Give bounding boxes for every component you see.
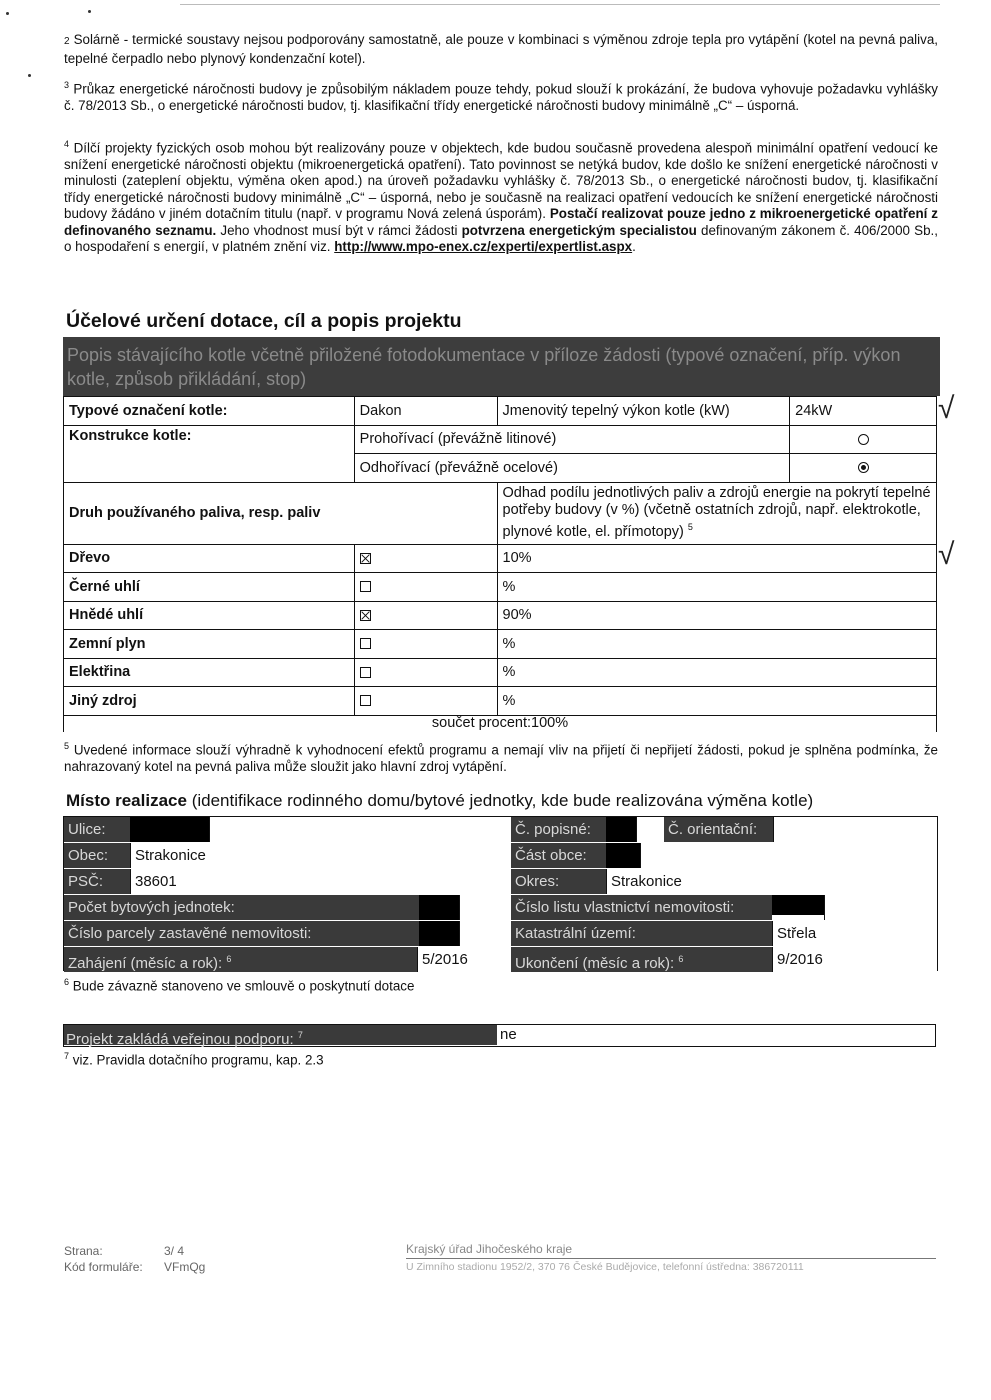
cadastre-label: Katastrální území: <box>511 921 772 946</box>
fuel-header-left: Druh používaného paliva, resp. paliv <box>64 482 498 544</box>
scan-speck <box>6 12 9 15</box>
checkbox-checked-icon[interactable] <box>360 610 371 621</box>
orientation-number-input[interactable] <box>773 817 937 842</box>
redaction-block <box>419 921 459 946</box>
fuel-share[interactable]: 90% <box>497 601 937 630</box>
public-support-label: Projekt zakládá veřejnou podporu: $^7$ <box>64 1025 497 1045</box>
fuel-row <box>64 630 937 659</box>
start-date-value[interactable]: 5/2016 <box>417 947 511 972</box>
redaction-block <box>772 895 824 915</box>
fuel-row <box>64 544 937 573</box>
footnote-2: 2 Solárně - termické soustavy nejsou podporovány samostatně, ale pouze v kombinaci s výměnou zdroje tepla pro vytápění (kotel na pevná paliva, tepelné čerpadlo nebo plynový kondenzační kotel). <box>64 32 938 66</box>
zip-value[interactable]: 38601 <box>130 869 511 894</box>
construction-option-label: Prohořívací (převážně litinové) <box>354 425 789 454</box>
checkbox-icon[interactable] <box>360 581 371 592</box>
boiler-power-label: Jmenovitý tepelný výkon kotle (kW) <box>497 397 790 426</box>
district-value[interactable]: Strakonice <box>606 869 937 894</box>
percent-sum: součet procent:100% <box>64 715 937 732</box>
place-title: Místo realizace (identifikace rodinného domu/bytové jednotky, kde bude realizována výměna kotle) <box>66 791 814 810</box>
radio-selected-icon[interactable] <box>858 462 869 473</box>
start-date-label: Zahájení (měsíc a rok): $^6$ <box>64 947 417 972</box>
end-date-value[interactable]: 9/2016 <box>772 947 937 972</box>
fuel-checkbox-cell[interactable] <box>354 658 497 687</box>
fuel-share[interactable]: % <box>497 658 937 687</box>
boiler-type-value[interactable]: Dakon <box>354 397 497 426</box>
house-number-label: Č. popisné: <box>511 817 606 842</box>
house-number-input[interactable] <box>636 817 664 842</box>
footer-org-name: Krajský úřad Jihočeského kraje <box>406 1241 936 1259</box>
fuel-checkbox-cell[interactable] <box>354 630 497 659</box>
footnote-3: $^3$ Průkaz energetické náročnosti budovy je způsobilým nákladem pouze tehdy, pokud slouží k prokázání, že budova vyhovuje požadavku vyhlášky č. 78/2013 Sb., o energetické náročnosti budov, tj. klasifikační třídy energetické náročnosti budovy minimálně „C“ – úsporná. <box>64 80 938 113</box>
footnote-6: $^6$ Bude závazně stanoveno ve smlouvě o poskytnutí dotace <box>64 977 415 994</box>
fuel-header-right: Odhad podílu jednotlivých paliv a zdrojů energie na pokrytí tepelné potřeby budovy (v %) (včetně ostatních zdrojů, např. elektrokotle, plynové kotle, el. přímotopy) $^5$ <box>497 482 937 544</box>
top-scan-line <box>180 4 940 5</box>
fuel-checkbox-cell[interactable] <box>354 544 497 573</box>
construction-option-label: Odhořívací (převážně ocelové) <box>354 454 789 483</box>
footnote-4: $^4$ Dílčí projekty fyzických osob mohou být realizovány pouze v objektech, kde budou současně provedena alespoň minimální opatření vedoucí ke snížení energetické náročnosti objektu (mikroenergetická opatření). Tato povinnost se netýká budov, kde došlo ke snížení energetické náročnosti v minulosti (zateplení objektu, výměna oken apod.) na úroveň požadavku vyhlášky č. 78/2013 Sb., o energetické náročnosti budov, tj. klasifikační třídy energetické náročnosti budovy minimálně „C“ – úsporná, nebo je současně na realizaci opatření vedoucích ke snížení energetické náročnosti budovy žádáno v jiném dotačním titulu (např. v programu Nová zelená úsporám). Postačí realizovat pouze jedno z mikroenergetické opatření z definovaného seznamu. Jeho vhodnost musí být v rámci žádosti potvrzena energetickým specialistou definovaným zákonem č. 406/2000 Sb., o hospodaření s energií, v platném znění viz. http://www.mpo-enex.cz/experti/expertlist.aspx. <box>64 139 938 255</box>
fuel-row <box>64 601 937 630</box>
fuel-row <box>64 687 937 716</box>
boiler-type-row <box>64 397 937 426</box>
footer-right <box>406 1241 936 1275</box>
fuel-label: Elektřina <box>64 658 355 687</box>
expert-list-link[interactable]: http://www.mpo-enex.cz/experti/expertlist.aspx <box>334 239 633 255</box>
street-input[interactable] <box>209 817 511 842</box>
redaction-block <box>606 817 636 842</box>
handwritten-check-icon: √ <box>938 392 955 425</box>
scan-speck <box>88 10 91 13</box>
fuel-label: Jiný zdroj <box>64 687 355 716</box>
fuel-share[interactable]: % <box>497 687 937 716</box>
footnote-7: $^7$ viz. Pravidla dotačního programu, kap. 2.3 <box>64 1051 324 1068</box>
redaction-block <box>606 843 640 868</box>
scan-speck <box>28 74 31 77</box>
construction-row-1 <box>64 425 937 454</box>
footer-org-address: U Zimního stadionu 1952/2, 370 76 České Budějovice, telefonní ústředna: 386720111 <box>406 1261 804 1273</box>
description-banner: Popis stávajícího kotle včetně přiložené fotodokumentace v příloze žádosti (typové označení, příp. výkon kotle, způsob přikládání, stop) <box>63 337 940 396</box>
city-value[interactable]: Strakonice <box>130 843 511 868</box>
fuel-label: Hnědé uhlí <box>64 601 355 630</box>
city-label: Obec: <box>64 843 130 868</box>
district-part-label: Část obce: <box>511 843 606 868</box>
boiler-table <box>63 396 937 732</box>
fuel-checkbox-cell[interactable] <box>354 573 497 602</box>
checkbox-icon[interactable] <box>360 695 371 706</box>
construction-label: Konstrukce kotle: <box>64 425 355 482</box>
public-support-row <box>63 1024 936 1047</box>
street-label: Ulice: <box>64 817 130 842</box>
construction-radio-cell[interactable] <box>790 454 937 483</box>
checkbox-checked-icon[interactable] <box>360 553 371 564</box>
dwelling-units-label: Počet bytových jednotek: <box>64 895 419 920</box>
cadastre-value[interactable]: Střela <box>772 921 937 946</box>
zip-label: PSČ: <box>64 869 130 894</box>
checkbox-icon[interactable] <box>360 638 371 649</box>
fuel-checkbox-cell[interactable] <box>354 687 497 716</box>
sum-row <box>64 715 937 732</box>
handwritten-check-icon: √ <box>938 538 955 571</box>
fuel-label: Dřevo <box>64 544 355 573</box>
radio-icon[interactable] <box>858 434 869 445</box>
district-label: Okres: <box>511 869 606 894</box>
ownership-sheet-label: Číslo listu vlastnictví nemovitosti: <box>511 895 772 920</box>
fuel-row <box>64 658 937 687</box>
fuel-share[interactable]: % <box>497 573 937 602</box>
section-title: Účelové určení dotace, cíl a popis projektu <box>66 310 462 332</box>
end-date-label: Ukončení (měsíc a rok): $^6$ <box>511 947 772 972</box>
district-part-input[interactable] <box>640 843 937 868</box>
fuel-label: Černé uhlí <box>64 573 355 602</box>
checkbox-icon[interactable] <box>360 667 371 678</box>
fuel-header-row <box>64 482 937 544</box>
place-table <box>63 816 938 971</box>
ownership-sheet-input[interactable] <box>824 895 937 920</box>
boiler-type-label: Typové označení kotle: <box>64 397 355 426</box>
redaction-block <box>130 817 209 842</box>
public-support-value[interactable]: ne <box>500 1026 517 1043</box>
construction-radio-cell[interactable] <box>790 425 937 454</box>
fuel-checkbox-cell[interactable] <box>354 601 497 630</box>
footnote-5: $^5$ Uvedené informace slouží výhradně k vyhodnocení efektů programu a nemají vliv na přijetí či nepřijetí žádosti, pokud je splněna podmínka, že nahrazovaný kotel na pevná paliva může sloužit jako hlavní zdroj vytápění. <box>64 741 938 774</box>
fuel-share[interactable]: 10% <box>497 544 937 573</box>
redaction-block <box>419 895 459 920</box>
fuel-share[interactable]: % <box>497 630 937 659</box>
footer-left: Strana: 3/ 4 Kód formuláře: VFmQg <box>64 1244 206 1274</box>
boiler-power-value[interactable]: 24kW <box>790 397 937 426</box>
dwelling-units-input[interactable] <box>459 895 511 920</box>
parcel-number-input[interactable] <box>459 921 511 946</box>
parcel-number-label: Číslo parcely zastavěné nemovitosti: <box>64 921 419 946</box>
fuel-label: Zemní plyn <box>64 630 355 659</box>
orientation-number-label: Č. orientační: <box>664 817 773 842</box>
fuel-row <box>64 573 937 602</box>
